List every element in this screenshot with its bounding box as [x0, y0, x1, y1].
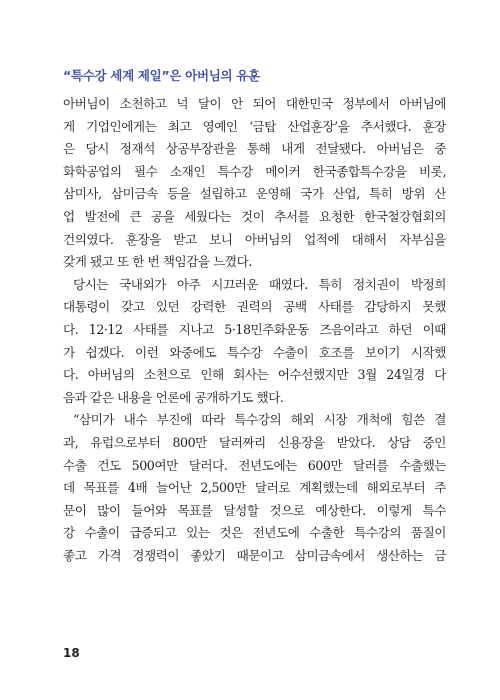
text-line: 다. 아버님의 소천으로 인해 회사는 어수선했지만 3월 24일경 다	[63, 367, 446, 383]
paragraph-3	[63, 409, 446, 567]
section-heading: “특수강 세계 제일”은 아버님의 유훈	[63, 68, 260, 83]
body-text	[63, 93, 446, 567]
text-line: 건의였다. 훈장을 받고 보니 아버님의 업적에 대해서 자부심을	[63, 231, 446, 247]
text-line: 갖게 됐고 또 한 번 책임감을 느꼈다.	[63, 254, 252, 270]
text-line: 아버님이 소천하고 넉 달이 안 되어 대한민국 정부에서 아버님에	[63, 96, 446, 111]
text-line: 좋고 가격 경쟁력이 좋았기 때문이고 삼미금속에서 생산하는 금	[63, 547, 446, 563]
paragraph-1	[63, 93, 446, 274]
text-line: 데 목표를 4배 늘어난 2,500만 달러로 계획했는데 해외로부터 주	[63, 480, 446, 496]
text-line: 음과 같은 내용을 언론에 공개하기도 했다.	[63, 389, 284, 405]
text-line: 문이 많이 들어와 목표를 달성할 것으로 예상한다. 이렇게 특수	[63, 502, 446, 518]
text-line: 과, 유럽으로부터 800만 달러짜리 신용장을 받았다. 상담 중인	[63, 434, 446, 450]
text-line: 당시는 국내외가 아주 시끄러운 때였다. 특히 정치권이 박정희	[73, 276, 446, 292]
text-line: 게 기업인에게는 최고 영예인 ‘금탑 산업훈장’을 추서했다. 훈장	[63, 118, 446, 134]
text-line: 은 당시 정재석 상공부장관을 통해 내게 전달됐다. 아버님은 중	[63, 141, 446, 157]
page-number: 18	[63, 646, 80, 660]
text-line: 업 발전에 큰 공을 세웠다는 것이 추서를 요청한 한국철강협회의	[63, 208, 446, 224]
text-line: 다. 12·12 사태를 지나고 5·18민주화운동 즈음이라고 하던 이때	[63, 321, 446, 337]
text-line: 가 쉽겠다. 이런 와중에도 특수강 수출이 호조를 보이기 시작했	[63, 344, 446, 360]
text-line: 삼미사, 삼미금속 등을 설립하고 운영해 국가 산업, 특히 방위 산	[63, 186, 446, 202]
text-line: 화학공업의 필수 소재인 특수강 메이커 한국종합특수강을 비롯,	[63, 163, 446, 179]
text-line: 수출 건도 500여만 달러다. 전년도에는 600만 달러를 수출했는	[63, 457, 446, 473]
text-line: 강 수출이 급증되고 있는 것은 전년도에 수출한 특수강의 품질이	[63, 525, 446, 541]
paragraph-2	[63, 274, 446, 410]
text-line: 대통령이 갖고 있던 강력한 권력의 공백 사태를 감당하지 못했	[63, 299, 446, 315]
text-line: “삼미가 내수 부진에 따라 특수강의 해외 시장 개척에 힘쓴 결	[73, 412, 446, 428]
